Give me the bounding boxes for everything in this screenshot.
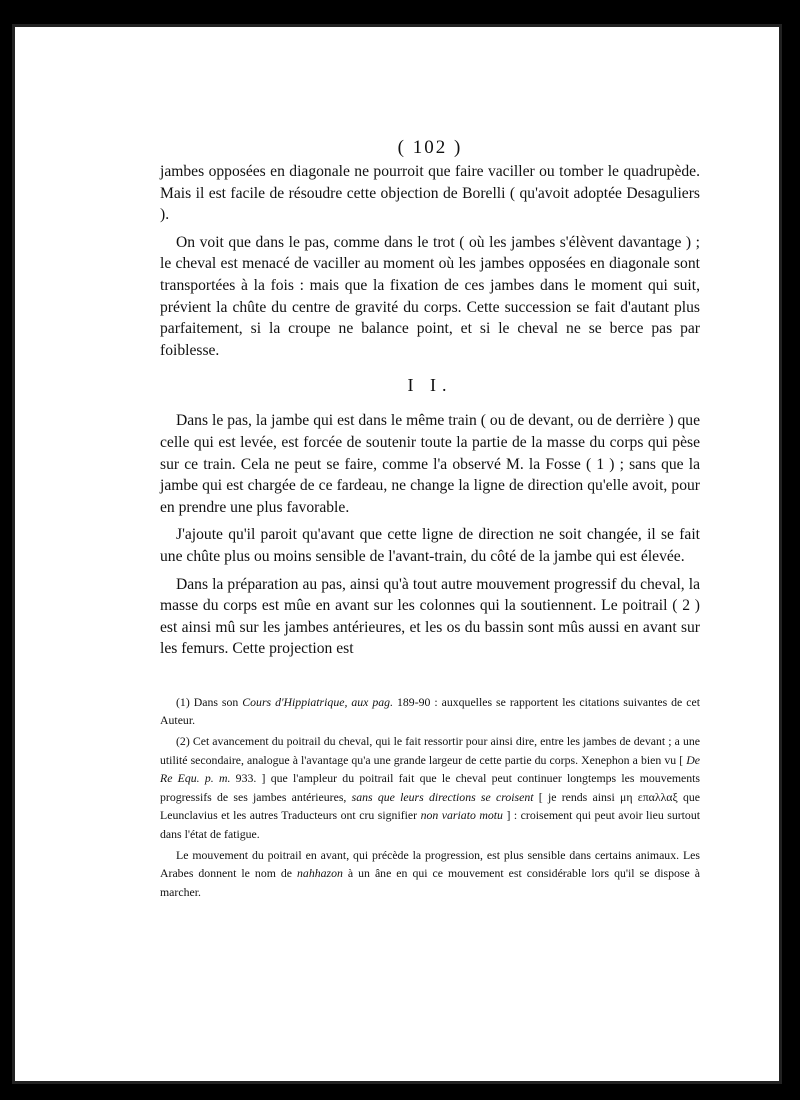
page-number: ( 102 ) <box>397 137 463 158</box>
paragraph: On voit que dans le pas, comme dans le trot ( où les jambes s'élèvent davantage ) ; le cheval est menacé de vaciller au moment où les jambes opposées en diagonale sont transportées à la fois : mais que la fixation de ces jambes dans le moment qui suit, prévient la chûte du centre de gravité du corps. Cette succession se fait d'autant plus parfaitement, si la croupe ne balance point, et si le cheval ne se berce pas par foiblesse. <box>160 233 700 359</box>
footnote-text: (1) Dans son <box>176 694 243 709</box>
footnote-text: 189-90 : auxquelles se rapportent les citations suivantes de cet Auteur. <box>160 694 700 728</box>
footnote-italic: De Re Equ. p. m. <box>160 752 700 786</box>
footnote-italic: non variato motu <box>420 808 503 823</box>
footnote-1 <box>160 693 700 730</box>
footnote-text: 933. ] que l'ampleur du poitrail fait que le cheval peut continuer longtemps les mouvements progressifs de ses jambes antérieures, <box>160 771 701 804</box>
footnote-text: Le mouvement du poitrail en avant, qui précède la progression, est plus sensible dans certains animaux. Les Arabes donnent le nom de <box>160 847 700 881</box>
document-page <box>160 137 700 903</box>
footnote-text: (2) Cet avancement du poitrail du cheval, qui le fait ressortir pour ainsi dire, entre les jambes de devant ; a une utilité secondaire, analogue à l'avantage qu'a une grande largeur de cette partie du corps. Xenephon a bien vu [ <box>160 734 700 767</box>
footnote-italic: Cours d'Hippiatrique, aux pag. <box>242 694 394 709</box>
paragraph-continuation: jambes opposées en diagonale ne pourroit que faire vaciller ou tomber le quadrupède. Mais il est facile de résoudre cette objection de Borelli ( qu'avoit adoptée Desaguliers ). <box>160 163 700 224</box>
footnote-text: à un âne en qui ce mouvement est considérable lors qu'il se dispose à marcher. <box>160 866 700 899</box>
paragraph: Dans la préparation au pas, ainsi qu'à tout autre mouvement progressif du cheval, la masse du corps est mûe en avant sur les colonnes qui la soutiennent. Le poitrail ( 2 ) est ainsi mû sur les jambes antérieures, et les os du bassin sont mûs aussi en avant sur les femurs. Cette projection est <box>160 575 700 658</box>
footnote-text: ] : croisement qui peut avoir lieu surtout dans l'état de fatigue. <box>160 808 701 842</box>
footnote-text: [ je rends ainsi μη επαλλαξ que Leunclavius et les autres Traducteurs ont cru signifier <box>160 789 700 823</box>
footnote-2 <box>160 732 700 844</box>
section-heading: I I. <box>407 375 453 396</box>
page-sheet <box>12 24 782 1084</box>
footnote-italic: sans que leurs directions se croisent <box>351 789 534 804</box>
footnote-italic: nahhazon <box>297 866 343 881</box>
paragraph: Dans le pas, la jambe qui est dans le même train ( ou de devant, ou de derrière ) que celle qui est levée, est forcée de soutenir toute la partie de la masse du corps qui pèse sur ce train. Cela ne peut se faire, comme l'a observé M. la Fosse ( 1 ) ; sans que la jambe qui est chargée de ce fardeau, ne change la ligne de direction qu'elle avoit, pour en prendre une plus favorable. <box>160 412 700 516</box>
footnote-2-continuation <box>160 846 700 902</box>
paragraph: J'ajoute qu'il paroit qu'avant que cette ligne de direction ne soit changée, il se fait une chûte plus ou moins sensible de l'avant-train, du côté de la jambe qui est élevée. <box>160 526 700 565</box>
